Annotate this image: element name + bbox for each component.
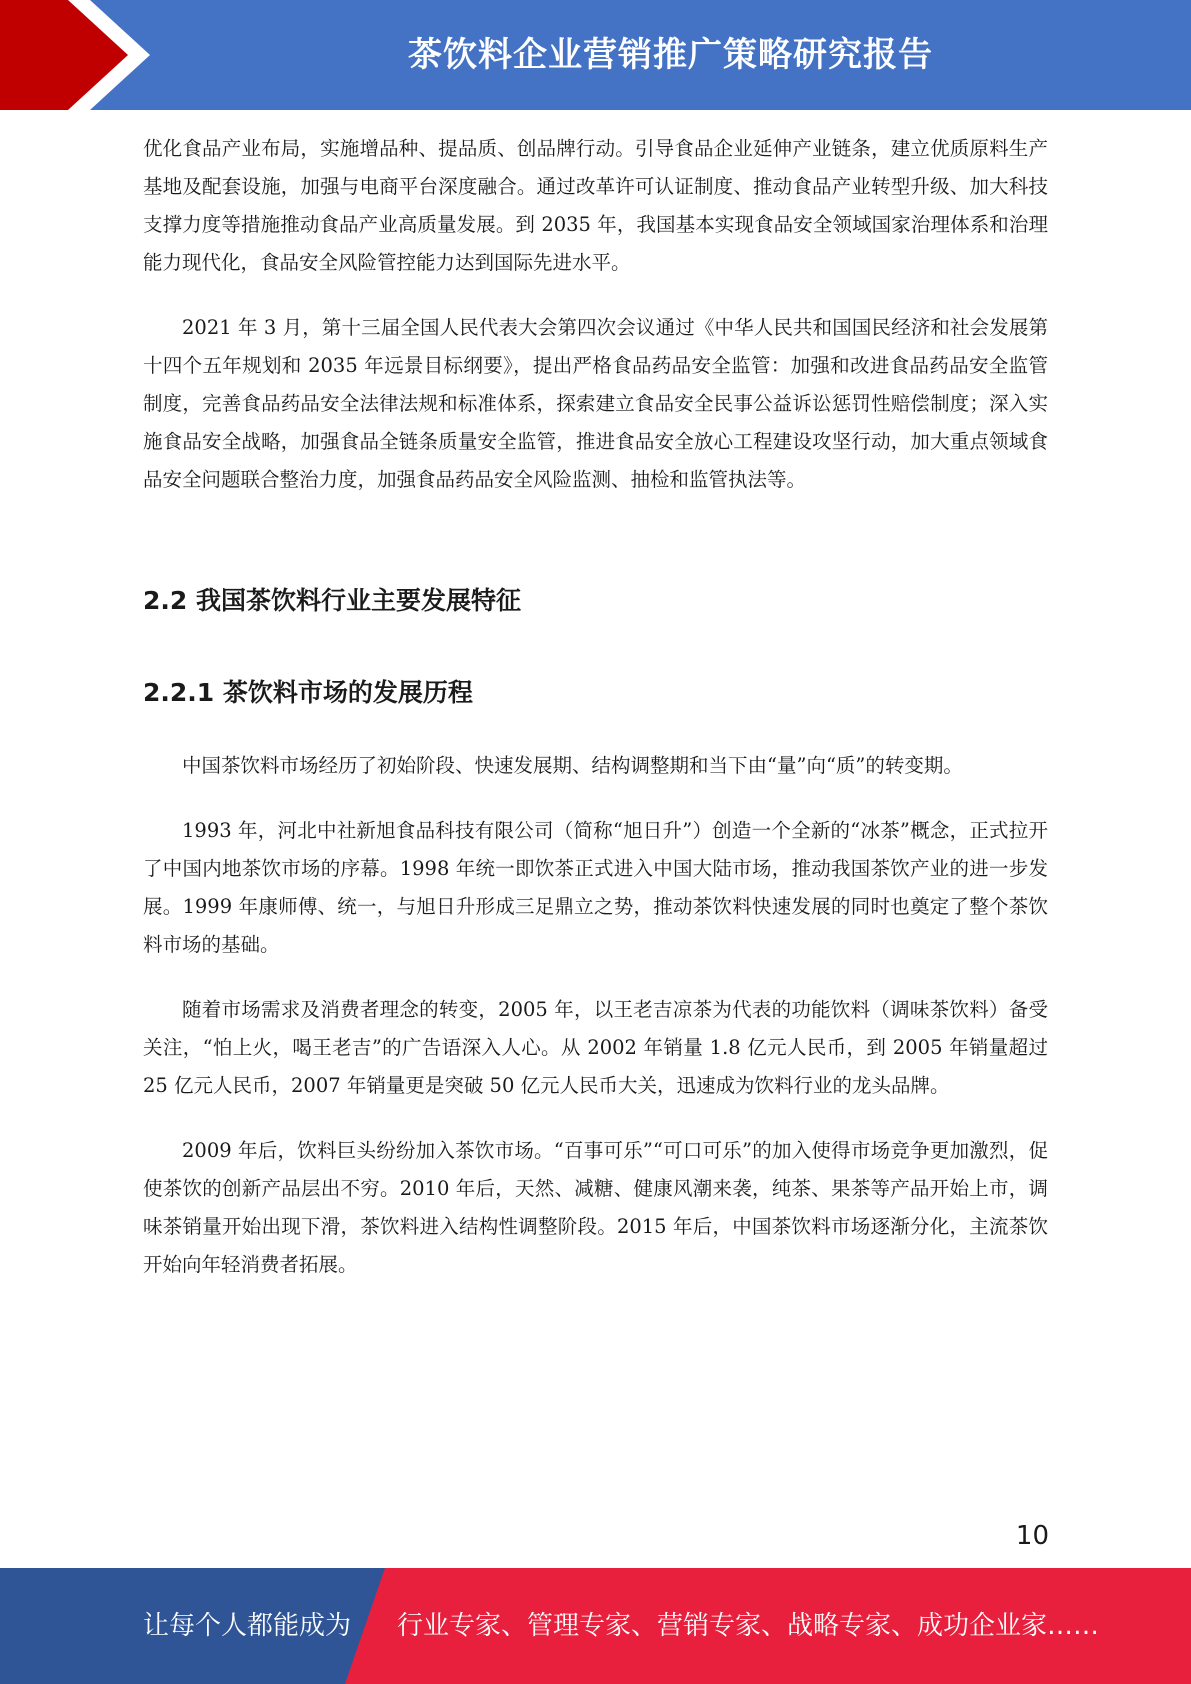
paragraph: 随着市场需求及消费者理念的转变，2005 年，以王老吉凉茶为代表的功能饮料（调味茶饮料）备受关注，“怕上火，喝王老吉”的广告语深入人心。从 2002 年销量 1.8 亿元人民币，到 2005 年销量超过 25 亿元人民币，2007 年销量更是突破 50 亿元人民币大关，迅速成为饮料行业的龙头品牌。 xyxy=(143,998,1048,1097)
paragraph: 中国茶饮料市场经历了初始阶段、快速发展期、结构调整期和当下由“量”向“质”的转变期。 xyxy=(182,754,963,777)
page-number: 10 xyxy=(1015,1521,1049,1551)
paragraph: 2021 年 3 月，第十三届全国人民代表大会第四次会议通过《中华人民共和国国民经济和社会发展第十四个五年规划和 2035 年远景目标纲要》，提出严格食品药品安全监管：加强和改进食品药品安全监管制度，完善食品药品安全法律法规和标准体系，探索建立食品安全民事公益诉讼惩罚性赔偿制度；深入实施食品安全战略，加强食品全链条质量安全监管，推进食品安全放心工程建设攻坚行动，加大重点领域食品安全问题联合整治力度，加强食品药品安全风险监测、抽检和监管执法等。 xyxy=(143,316,1048,491)
paragraph: 优化食品产业布局，实施增品种、提品质、创品牌行动。引导食品企业延伸产业链条，建立优质原料生产基地及配套设施，加强与电商平台深度融合。通过改革许可认证制度、推动食品产业转型升级、加大科技支撑力度等措施推动食品产业高质量发展。到 2035 年，我国基本实现食品安全领域国家治理体系和治理能力现代化，食品安全风险管控能力达到国际先进水平。 xyxy=(143,137,1048,274)
footer-tagline: 行业专家、管理专家、营销专家、战略专家、成功企业家…… xyxy=(397,1611,1100,1641)
report-title: 茶饮料企业营销推广策略研究报告 xyxy=(408,35,933,75)
page-footer xyxy=(0,1568,1191,1684)
paragraph: 1993 年，河北中社新旭食品科技有限公司（简称“旭日升”）创造一个全新的“冰茶”概念，正式拉开了中国内地茶饮市场的序幕。1998 年统一即饮茶正式进入中国大陆市场，推动我国茶饮产业的进一步发展。1999 年康师傅、统一，与旭日升形成三足鼎立之势，推动茶饮料快速发展的同时也奠定了整个茶饮料市场的基础。 xyxy=(143,819,1048,956)
paragraph: 2009 年后，饮料巨头纷纷加入茶饮市场。“百事可乐”“可口可乐”的加入使得市场竞争更加激烈，促使茶饮的创新产品层出不穷。2010 年后，天然、减糖、健康风潮来袭，纯茶、果茶等产品开始上市，调味茶销量开始出现下滑，茶饮料进入结构性调整阶段。2015 年后，中国茶饮料市场逐渐分化，主流茶饮开始向年轻消费者拓展。 xyxy=(143,1139,1048,1276)
footer-slogan: 让每个人都能成为 xyxy=(143,1611,352,1641)
page-body xyxy=(143,130,1048,1311)
subsection-heading: 2.2.1 茶饮料市场的发展历程 xyxy=(143,678,473,707)
section-heading: 2.2 我国茶饮料行业主要发展特征 xyxy=(143,586,521,615)
chevron-arrow-icon xyxy=(0,0,160,110)
page-header xyxy=(0,0,1191,110)
